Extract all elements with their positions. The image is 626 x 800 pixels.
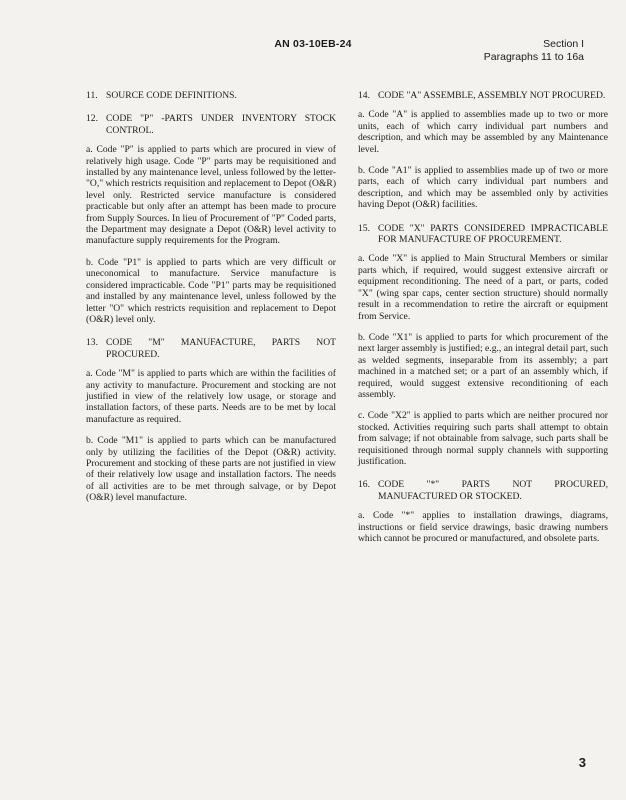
paragraph-12a: a. Code "P" is applied to parts which are procured in view of relatively high usage. Code "P" parts may be requisitioned and installed by any maintenance level, unless followed by the letter- "O," which restricts requisition and replacement to Depot (O&R) level only. Restricted service manufacture is considered practicable but only after an attempt has been made to procure from Supply Sources. In lieu of Procurement of "P" Coded parts, the Department may designate a Depot (O&R) level activity to manufacture supply requirements for the Program. bbox=[86, 144, 337, 247]
paragraph-14b: b. Code "A1" is applied to assemblies made up of two or more parts, each of which carry individual part numbers and description, and which may be assembled only by activities having Depot (O&R) facilities. bbox=[358, 165, 608, 211]
page-number: 3 bbox=[578, 755, 586, 770]
document-number: AN 03-10EB-24 bbox=[274, 38, 352, 50]
paragraph-15b: b. Code "X1" is applied to parts for which procurement of the next larger assembly is justified; e.g., an integral detail part, such as welded segments, inseparable from its assembly; a part machined in a matched set; or a part of an assembly which, if required, would suggest extensive reconditioning of each assembly. bbox=[358, 331, 608, 400]
paragraph-14a: a. Code "A" is applied to assemblies made up to two or more units, each of which carry individual part numbers and description, and which may be assembled by any Maintenance level. bbox=[358, 109, 608, 155]
heading-text: CODE "A" ASSEMBLE, ASSEMBLY NOT PROCURED. bbox=[378, 90, 606, 101]
heading-number: 13. bbox=[86, 337, 98, 349]
heading-text: CODE "*" PARTS NOT PROCURED, MANUFACTURED OR STOCKED. bbox=[378, 479, 608, 502]
right-column bbox=[358, 90, 608, 554]
paragraph-15c: c. Code "X2" is applied to parts which are neither procured nor stocked. Activities requiring such parts shall attempt to obtain from salvage; if not obtainable from salvage, such parts shall be requisitioned through normal supply channels with supporting justification. bbox=[358, 410, 608, 467]
paragraph-12b: b. Code "P1" is applied to parts which are very difficult or uneconomical to manufacture. Service manufacture is considered impracticable. Code "P1" parts may be requisitioned and installed by any maintenance level, unless followed by the letter "O" which restricts requisition and replacement to Depot (O&R) level only. bbox=[86, 256, 336, 325]
paragraph-13a: a. Code "M" is applied to parts which are within the facilities of any activity to manufacture. Procurement and stocking are not justified in view of the relatively low usage, or storage and installation factors, of these parts. Needs are to be met by local manufacture as required. bbox=[86, 368, 336, 425]
heading-text: CODE "M" MANUFACTURE, PARTS NOT PROCURED. bbox=[106, 337, 336, 360]
heading-15 bbox=[358, 223, 608, 246]
paragraph-range: Paragraphs 11 to 16a bbox=[483, 51, 584, 63]
heading-11 bbox=[86, 90, 336, 101]
heading-number: 14. bbox=[358, 90, 370, 101]
paragraph-16a: a. Code "*" applies to installation drawings, diagrams, instructions or field service drawings, basic drawing numbers which cannot be procured or manufactured, and obsolete parts. bbox=[358, 510, 608, 544]
paragraph-13b: b. Code "M1" is applied to parts which can be manufactured only by utilizing the facilities of the Depot (O&R) activity. Procurement and stocking of these parts are not justified in view of their relatively low usage and installation factors. The needs of all activities are to be met through salvage, or by Depot (O&R) level manufacture. bbox=[86, 435, 336, 504]
heading-14 bbox=[358, 90, 608, 101]
heading-number: 15. bbox=[358, 222, 370, 234]
heading-16 bbox=[358, 479, 608, 502]
heading-12 bbox=[86, 113, 336, 136]
heading-13 bbox=[86, 337, 336, 360]
heading-text: CODE "X" PARTS CONSIDERED IMPRACTICABLE FOR MANUFACTURE OF PROCUREMENT. bbox=[378, 222, 608, 246]
section-header bbox=[484, 38, 584, 64]
paragraph-15a: a. Code "X" is applied to Main Structural Members or similar parts which, if required, would suggest extensive aircraft or equipment reconditioning. The need of a part, or parts, coded "X" (wing spar caps, center section structure) should normally result in a recommendation to retire the aircraft or equipment from Service. bbox=[358, 253, 608, 322]
heading-number: 12. bbox=[86, 113, 98, 125]
heading-number: 16. bbox=[358, 479, 370, 491]
section-label: Section I bbox=[543, 38, 584, 50]
heading-text: CODE "P" -PARTS UNDER INVENTORY STOCK CONTROL. bbox=[106, 113, 336, 136]
left-column bbox=[86, 90, 336, 514]
heading-text: SOURCE CODE DEFINITIONS. bbox=[106, 90, 237, 101]
heading-number: 11. bbox=[86, 90, 98, 101]
